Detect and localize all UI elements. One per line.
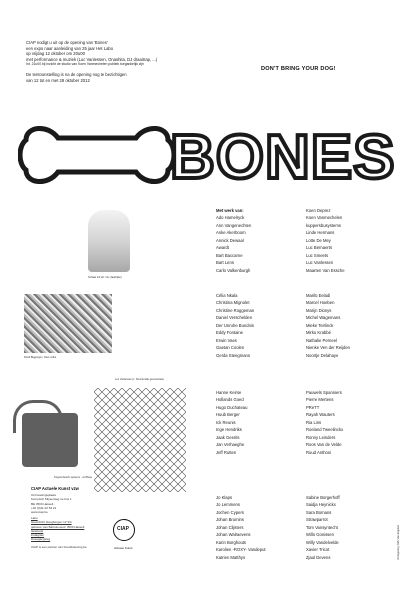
footer-line: Doesgangsleg: [31, 537, 51, 542]
artist-name: Sabine Borgerhoff: [306, 495, 340, 500]
footer-line: Gevelzicht Hoogbergen 12 3/4: [31, 520, 72, 525]
intro-line: CIAP nodigt u uit op de opening van 'Bones': [26, 40, 108, 45]
artist-name: Mirko Krabbé: [306, 330, 331, 336]
artist-name: Luc Vanlessen: [306, 260, 334, 266]
intro-line: een expo naar aanleiding van 25 jaar Het Labo: [26, 45, 114, 51]
artists-col-right: [306, 292, 350, 359]
artist-name: Linde Hermans: [306, 230, 335, 236]
artist-name: Jaak Geerits: [216, 434, 240, 440]
artist-name: Lotte De Mey: [306, 237, 331, 243]
footer-contact: [31, 487, 101, 550]
artists-col-left: [216, 207, 251, 274]
artist-name: Pierre Mertens: [306, 397, 334, 403]
artists-heading: Met werk van:: [216, 208, 244, 213]
footer-link[interactable]: www.ciap.be: [31, 510, 48, 515]
artist-name: Daniel Verschelden: [216, 315, 253, 321]
footer-link[interactable]: facebook: [31, 528, 44, 533]
artist-name: Willy Vandelvelde: [306, 539, 339, 545]
footer-line: +32 (0)11 22 53 21: [31, 505, 57, 510]
artist-name: Ann Vangenechten: [216, 222, 252, 228]
intro-line: Int. 21u00 bij inzicht de studio van Koen Vanmechelen publiek toegankelijk zijn: [26, 62, 144, 67]
artist-name: Awardt: [216, 245, 229, 251]
artist-name: Strawparrot: [306, 517, 328, 523]
artist-name: PReTT: [306, 404, 320, 410]
artist-name: Katrien Matthys: [216, 554, 246, 560]
artist-name: Koen Vanmechelen: [306, 215, 343, 221]
artist-name: Willo Gonissen: [306, 532, 334, 538]
artist-name: Jo Lemmens: [216, 502, 240, 508]
artist-name: Christina Mignolet: [216, 300, 250, 306]
artist-name: Bart Baccarne: [216, 252, 243, 258]
artist-name: Tom Vansyntecht: [306, 524, 338, 530]
artist-name: Nathalie Perneel: [306, 337, 337, 343]
ciap-logo-sub: Actuele Kunst: [114, 546, 133, 550]
intro-line: van 12 tot en met 28 oktober 2012: [26, 77, 90, 83]
footer-title: CIAP Actuele Kunst vzw: [31, 486, 79, 491]
artist-name: Roeland Tweelinckx: [306, 427, 344, 433]
artist-name: Noortje Delahaye: [306, 352, 339, 358]
artist-name: Karin Borghouts: [216, 539, 247, 545]
artist-name: Jo Klaps: [216, 495, 233, 500]
intro-text: [26, 40, 276, 83]
artist-name: Luc Smeets: [306, 252, 329, 258]
intro-line: met performance & muziek (Luc Vanlessen, Onashita, DJ draaitrap, ...): [26, 56, 158, 62]
artist-name: Hollands Goed: [216, 397, 244, 403]
artist-name: Nienke Ven der Reijden: [306, 345, 350, 351]
artist-name: Inge Hendriks: [216, 427, 242, 433]
photo-caption: Dood Biggingen, hiers volks: [24, 356, 57, 359]
photo-caption: Koppenbosch systems - art Bose: [54, 476, 93, 479]
photo-sculpture: [88, 210, 130, 272]
bones-wordmark: [18, 120, 398, 190]
artist-name: Hugo Duchateau: [216, 404, 248, 410]
artist-name: Johan Walraevens: [216, 532, 251, 538]
artist-name: Christine Roggeman: [216, 307, 255, 313]
footer-line: BE 3500 Hasselt: [31, 501, 54, 506]
artist-name: Ronny Leinders: [306, 434, 336, 440]
artist-name: Jeff Rutten: [216, 449, 237, 455]
artist-name: Saidja Heynickx: [306, 502, 336, 508]
artist-name: Michel Wagemans: [306, 315, 341, 321]
artist-name: Bart Lens: [216, 260, 234, 266]
artist-name: Jan Verhaeghe: [216, 442, 245, 448]
artist-name: Karolien -ROXY- Vandeput: [216, 547, 266, 553]
artist-name: Ado Hamelryck: [216, 215, 245, 221]
artist-name: Jochen Cypers: [216, 509, 244, 515]
artists-col-left: [216, 389, 247, 456]
artist-name: Marilü Eeladi: [306, 293, 331, 298]
footer-line: gebouw 'Jan Bartolomeus' 3500 Hasselt: [31, 524, 85, 529]
artist-name: Maarten Van Essche: [306, 267, 345, 273]
artists-col-right: [306, 494, 340, 561]
artist-name: Johan Clijsters: [216, 524, 244, 530]
footer-line: Labo: [31, 516, 38, 521]
artist-name: Huub Berger: [216, 412, 240, 418]
artist-name: Zjaul Devens: [306, 554, 331, 560]
artist-name: Hanne Keirse: [216, 390, 242, 395]
artist-name: Johan Brumins: [216, 517, 244, 523]
pattern-caption: Luc Vanlessen jz. Structurelle geometrieën: [115, 378, 165, 381]
artist-name: Ick Reunis: [216, 419, 236, 425]
artist-name: Anke Akerboom: [216, 230, 246, 236]
artist-name: Marcel Hoeben: [306, 300, 335, 306]
footer-bottom: CIAP is een partner van Kunstbeleving.be: [31, 545, 87, 550]
tagline: DON'T BRING YOUR DOG!: [261, 66, 336, 72]
artists-col-right: [306, 389, 343, 456]
geometric-pattern: [94, 388, 186, 492]
artist-name: Sara Bomans: [306, 509, 332, 515]
artist-name: Eddy Fontaine: [216, 330, 244, 336]
footer-line: Kempisch Mijnenweg 1e bus 1: [31, 497, 72, 502]
artist-name: Mieke Teirlinck: [306, 322, 334, 328]
artist-name: Gaetan Coolen: [216, 345, 245, 351]
artist-name: Célia Nkala: [216, 293, 238, 298]
footer-link[interactable]: instagram: [31, 533, 45, 538]
intro-line: De tentoonstelling is na de opening nog te bezichtigen: [26, 71, 127, 77]
artist-name: Marijn Dionys: [306, 307, 332, 313]
artists-col-left: [216, 494, 266, 561]
artist-name: Annick Dewaal: [216, 237, 244, 243]
artist-name: Roos Van de Velde: [306, 442, 342, 448]
artist-name: Ruud Anthoni: [306, 449, 332, 455]
intro-line: op vrijdag 12 oktober om 20u00: [26, 51, 85, 57]
photo-bag-strap: [13, 400, 63, 433]
page-title: BONES: [170, 123, 396, 190]
artist-name: Koen Deprez: [306, 208, 331, 213]
artist-name: kuppersbusystems: [306, 222, 341, 228]
artist-name: Carlo Valkenburgh: [216, 267, 251, 273]
footer-line: Ontmoetingsplaats: [31, 493, 57, 498]
artist-name: Pauwels Spanniers: [306, 390, 342, 395]
photo-installation: [24, 294, 112, 353]
artist-name: Xavier Tricot: [306, 547, 330, 553]
artist-name: Der Unruhe Bundnis: [216, 322, 254, 328]
artists-col-left: [216, 292, 254, 359]
artist-name: Rayah Wauters: [306, 412, 335, 418]
artist-name: Gerda Steegmans: [216, 352, 250, 358]
photo-caption: Schaal 1/2 art. Ink (Jaarbijke): [88, 276, 122, 279]
artists-col-right: [306, 207, 345, 274]
artist-name: Erwin Vaes: [216, 337, 237, 343]
artist-name: Ria Lins: [306, 419, 322, 425]
ciap-logo-text: CIAP: [117, 526, 129, 532]
bone-icon: [20, 128, 174, 181]
side-credit: Vormgeving: Dirk Van Engelen: [397, 524, 400, 560]
artist-name: Luc Bernaerts: [306, 245, 333, 251]
